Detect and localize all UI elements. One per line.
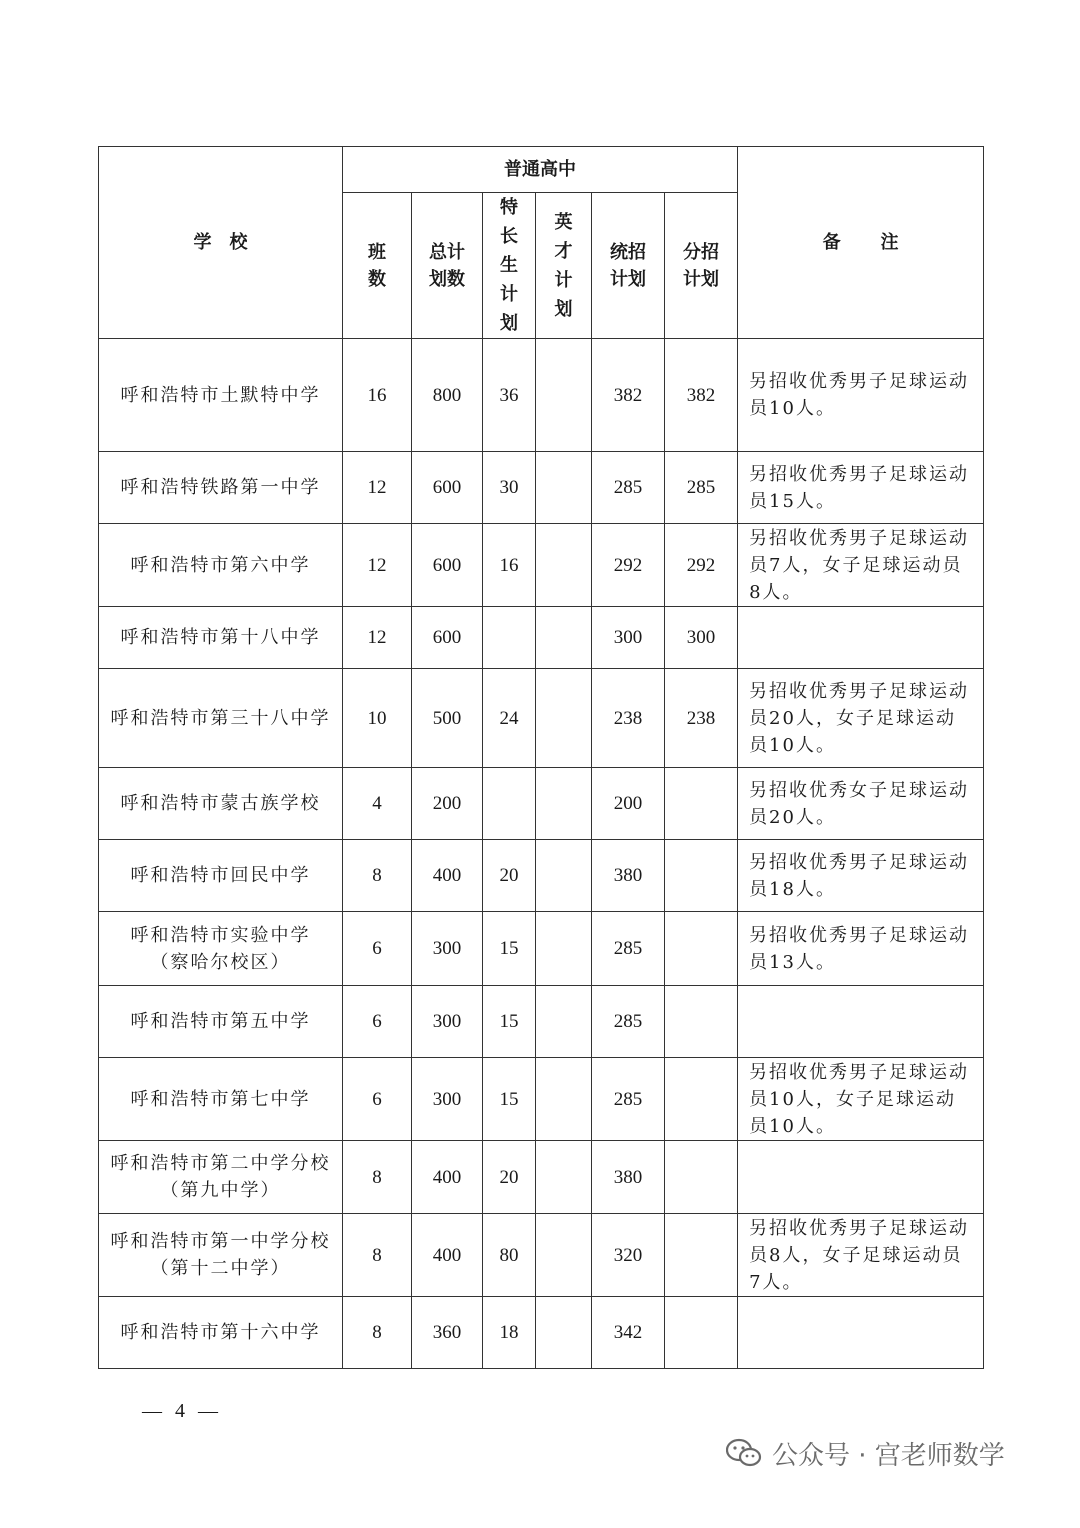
cell-school: 呼和浩特市土默特中学 — [99, 339, 343, 452]
cell-unified: 380 — [592, 840, 665, 912]
cell-unified: 285 — [592, 1058, 665, 1141]
cell-school: 呼和浩特市第十八中学 — [99, 607, 343, 669]
cell-total: 300 — [412, 1058, 483, 1141]
table-row — [99, 339, 984, 452]
cell-note: 另招收优秀男子足球运动员8人，女子足球运动员7人。 — [738, 1214, 984, 1297]
cell-special — [483, 607, 536, 669]
cell-separate — [665, 1297, 738, 1369]
cell-talent — [536, 1297, 592, 1369]
cell-separate: 300 — [665, 607, 738, 669]
cell-talent — [536, 339, 592, 452]
header-col-2: 特 长 生 计 划 — [483, 193, 536, 339]
cell-talent — [536, 768, 592, 840]
cell-total: 300 — [412, 912, 483, 986]
cell-talent — [536, 1141, 592, 1214]
cell-note: 另招收优秀男子足球运动员13人。 — [738, 912, 984, 986]
header-col-1: 总计 划数 — [412, 193, 483, 339]
page-number: — 4 — — [142, 1400, 222, 1422]
cell-total: 600 — [412, 607, 483, 669]
cell-talent — [536, 1058, 592, 1141]
cell-total: 800 — [412, 339, 483, 452]
cell-separate — [665, 986, 738, 1058]
cell-note — [738, 607, 984, 669]
header-col-5: 分招 计划 — [665, 193, 738, 339]
cell-separate — [665, 1141, 738, 1214]
cell-special: 36 — [483, 339, 536, 452]
table-row — [99, 986, 984, 1058]
header-col-4: 统招 计划 — [592, 193, 665, 339]
cell-unified: 238 — [592, 669, 665, 768]
cell-unified: 200 — [592, 768, 665, 840]
cell-special: 16 — [483, 524, 536, 607]
cell-classes: 12 — [343, 452, 412, 524]
cell-talent — [536, 669, 592, 768]
cell-total: 360 — [412, 1297, 483, 1369]
cell-separate: 238 — [665, 669, 738, 768]
cell-special: 20 — [483, 1141, 536, 1214]
cell-talent — [536, 986, 592, 1058]
cell-talent — [536, 1214, 592, 1297]
cell-school: 呼和浩特市蒙古族学校 — [99, 768, 343, 840]
cell-special: 24 — [483, 669, 536, 768]
cell-note: 另招收优秀男子足球运动员10人。 — [738, 339, 984, 452]
watermark-text: 公众号 · 宫老师数学 — [772, 1440, 1005, 1471]
cell-school: 呼和浩特市第五中学 — [99, 986, 343, 1058]
cell-classes: 12 — [343, 607, 412, 669]
cell-talent — [536, 840, 592, 912]
cell-talent — [536, 912, 592, 986]
wechat-icon — [726, 1438, 762, 1468]
cell-classes: 6 — [343, 986, 412, 1058]
cell-total: 400 — [412, 1141, 483, 1214]
cell-special: 80 — [483, 1214, 536, 1297]
cell-special: 15 — [483, 986, 536, 1058]
table-row — [99, 669, 984, 768]
cell-unified: 380 — [592, 1141, 665, 1214]
table-row — [99, 524, 984, 607]
cell-special: 18 — [483, 1297, 536, 1369]
cell-unified: 285 — [592, 452, 665, 524]
cell-talent — [536, 452, 592, 524]
watermark — [726, 1431, 1005, 1475]
cell-note — [738, 986, 984, 1058]
cell-special: 15 — [483, 912, 536, 986]
cell-school: 呼和浩特市第二中学分校 （第九中学） — [99, 1141, 343, 1214]
cell-note: 另招收优秀女子足球运动员20人。 — [738, 768, 984, 840]
cell-note: 另招收优秀男子足球运动员18人。 — [738, 840, 984, 912]
cell-separate — [665, 840, 738, 912]
cell-school: 呼和浩特市实验中学 （察哈尔校区） — [99, 912, 343, 986]
cell-note: 另招收优秀男子足球运动员10人，女子足球运动员10人。 — [738, 1058, 984, 1141]
cell-separate: 292 — [665, 524, 738, 607]
cell-school: 呼和浩特市第七中学 — [99, 1058, 343, 1141]
table-row — [99, 768, 984, 840]
cell-separate — [665, 912, 738, 986]
cell-separate: 382 — [665, 339, 738, 452]
cell-total: 600 — [412, 452, 483, 524]
table-row — [99, 1141, 984, 1214]
table-row — [99, 607, 984, 669]
cell-note — [738, 1141, 984, 1214]
enrollment-plan-table — [98, 146, 984, 1369]
header-col-3: 英 才 计 划 — [536, 193, 592, 339]
cell-classes: 8 — [343, 1297, 412, 1369]
cell-school: 呼和浩特市回民中学 — [99, 840, 343, 912]
cell-special: 15 — [483, 1058, 536, 1141]
cell-total: 500 — [412, 669, 483, 768]
cell-unified: 320 — [592, 1214, 665, 1297]
cell-total: 400 — [412, 840, 483, 912]
cell-special — [483, 768, 536, 840]
cell-classes: 10 — [343, 669, 412, 768]
cell-classes: 8 — [343, 1214, 412, 1297]
cell-unified: 342 — [592, 1297, 665, 1369]
cell-school: 呼和浩特铁路第一中学 — [99, 452, 343, 524]
cell-classes: 8 — [343, 1141, 412, 1214]
cell-separate: 285 — [665, 452, 738, 524]
header-group: 普通高中 — [343, 147, 738, 193]
cell-unified: 292 — [592, 524, 665, 607]
cell-classes: 16 — [343, 339, 412, 452]
cell-note — [738, 1297, 984, 1369]
cell-separate — [665, 1214, 738, 1297]
table-row — [99, 452, 984, 524]
cell-classes: 6 — [343, 1058, 412, 1141]
cell-note: 另招收优秀男子足球运动员20人，女子足球运动员10人。 — [738, 669, 984, 768]
table-row — [99, 1297, 984, 1369]
cell-special: 30 — [483, 452, 536, 524]
cell-total: 200 — [412, 768, 483, 840]
cell-school: 呼和浩特市第三十八中学 — [99, 669, 343, 768]
cell-unified: 285 — [592, 912, 665, 986]
cell-classes: 12 — [343, 524, 412, 607]
table-row — [99, 912, 984, 986]
cell-talent — [536, 607, 592, 669]
cell-note: 另招收优秀男子足球运动员15人。 — [738, 452, 984, 524]
cell-special: 20 — [483, 840, 536, 912]
header-col-0: 班 数 — [343, 193, 412, 339]
header-note: 备注 — [738, 147, 984, 339]
cell-total: 300 — [412, 986, 483, 1058]
cell-classes: 8 — [343, 840, 412, 912]
cell-school: 呼和浩特市第一中学分校 （第十二中学） — [99, 1214, 343, 1297]
cell-unified: 300 — [592, 607, 665, 669]
cell-unified: 285 — [592, 986, 665, 1058]
cell-unified: 382 — [592, 339, 665, 452]
cell-classes: 4 — [343, 768, 412, 840]
cell-total: 400 — [412, 1214, 483, 1297]
table-row — [99, 1214, 984, 1297]
table-row — [99, 840, 984, 912]
cell-total: 600 — [412, 524, 483, 607]
cell-classes: 6 — [343, 912, 412, 986]
cell-separate — [665, 1058, 738, 1141]
cell-school: 呼和浩特市第十六中学 — [99, 1297, 343, 1369]
header-school: 学校 — [99, 147, 343, 339]
cell-talent — [536, 524, 592, 607]
cell-school: 呼和浩特市第六中学 — [99, 524, 343, 607]
cell-note: 另招收优秀男子足球运动员7人，女子足球运动员8人。 — [738, 524, 984, 607]
table-row — [99, 1058, 984, 1141]
cell-separate — [665, 768, 738, 840]
